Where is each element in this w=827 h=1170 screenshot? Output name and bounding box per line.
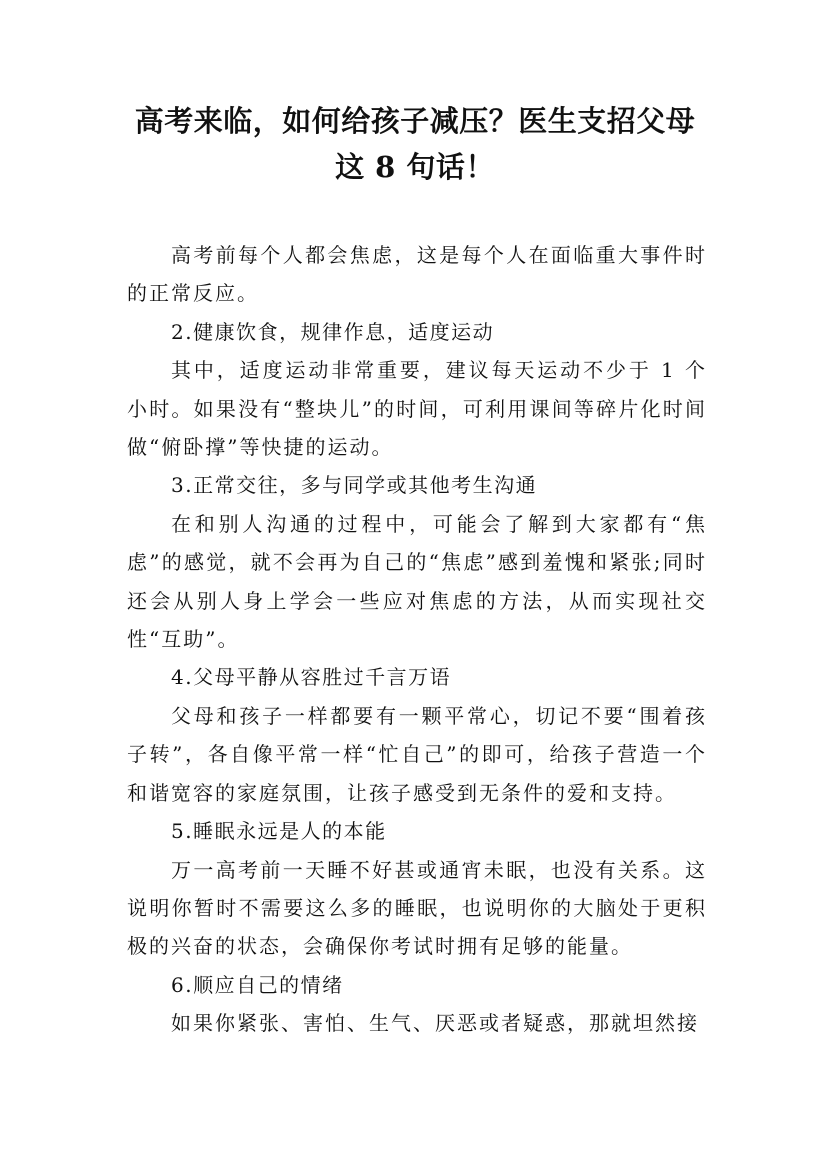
section-heading-6: 6.顺应自己的情绪 bbox=[171, 972, 344, 997]
paragraph-sleep: 万一高考前一天睡不好甚或通宵未眠，也没有关系。这说明你暂时不需要这么多的睡眠，也说明你的大脑处于更积极的兴奋的状态，会确保你考试时拥有足够的能量。 bbox=[127, 857, 707, 959]
section-heading-5: 5.睡眠永远是人的本能 bbox=[171, 819, 387, 844]
paragraph-emotions: 如果你紧张、害怕、生气、厌恶或者疑惑，那就坦然接 bbox=[171, 1011, 699, 1036]
paragraph-communication: 在和别人沟通的过程中，可能会了解到大家都有“焦虑”的感觉，就不会再为自己的“焦虑”感到羞愧和紧张;同时还会从别人身上学会一些应对焦虑的方法，从而实现社交性“互助”。 bbox=[127, 511, 707, 652]
document-title bbox=[70, 98, 760, 190]
paragraph-intro: 高考前每个人都会焦虑，这是每个人在面临重大事件时的正常反应。 bbox=[127, 243, 707, 306]
paragraph-parents: 父母和孩子一样都要有一颗平常心，切记不要“围着孩子转”，各自像平常一样“忙自己”的即可，给孩子营造一个和谐宽容的家庭氛围，让孩子感受到无条件的爱和支持。 bbox=[127, 703, 707, 805]
section-heading-3: 3.正常交往，多与同学或其他考生沟通 bbox=[171, 473, 538, 498]
title-line-2: 这 8 句话！ bbox=[335, 150, 495, 184]
section-heading-2: 2.健康饮食，规律作息，适度运动 bbox=[171, 319, 495, 344]
title-line-1: 高考来临，如何给孩子减压？医生支招父母 bbox=[134, 104, 696, 138]
section-heading-4: 4.父母平静从容胜过千言万语 bbox=[171, 665, 452, 690]
document-body bbox=[127, 236, 707, 1043]
paragraph-exercise: 其中，适度运动非常重要，建议每天运动不少于 1 个小时。如果没有“整块儿”的时间，可利用课间等碎片化时间做“俯卧撑”等快捷的运动。 bbox=[127, 358, 707, 460]
